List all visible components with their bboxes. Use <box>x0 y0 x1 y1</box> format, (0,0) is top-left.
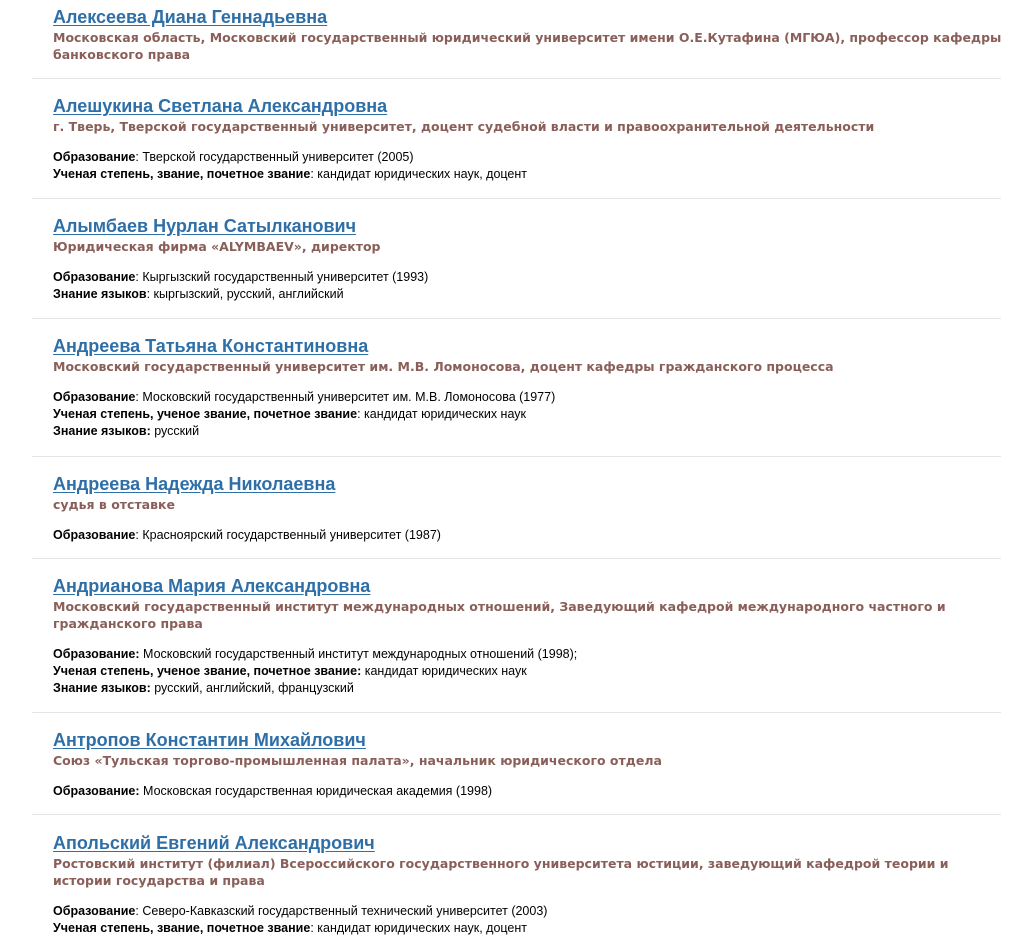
person-details <box>53 269 993 303</box>
detail-row <box>53 783 993 800</box>
person-entry <box>32 456 1001 559</box>
person-entry <box>32 814 1001 945</box>
person-details <box>53 646 993 697</box>
detail-label: Образование <box>53 390 136 404</box>
detail-row <box>53 389 993 406</box>
person-details <box>53 389 993 440</box>
person-name-link[interactable]: Андреева Татьяна Константиновна <box>53 336 369 356</box>
person-affiliation: Юридическая фирма «ALYMBAEV», директор <box>53 239 381 254</box>
person-entry <box>32 78 1001 199</box>
detail-separator: : <box>146 287 154 301</box>
person-affiliation: Московский государственный институт международных отношений, Заведующий кафедрой международного частного и гражданского права <box>53 599 946 631</box>
person-affiliation: Ростовский институт (филиал) Всероссийского государственного университета юстиции, заведующий кафедрой теории и истории государства и права <box>53 856 949 888</box>
detail-label: Знание языков: <box>53 681 151 695</box>
detail-value: кандидат юридических наук, доцент <box>317 921 528 935</box>
detail-row <box>53 903 993 920</box>
detail-value: Московский государственный институт международных отношений (1998); <box>143 647 578 661</box>
detail-value: Московская государственная юридическая академия (1998) <box>143 784 493 798</box>
detail-label: Ученая степень, ученое звание, почетное звание: <box>53 664 362 678</box>
person-entry <box>32 318 1001 457</box>
detail-row <box>53 269 993 286</box>
person-entry <box>32 0 1001 79</box>
detail-label: Ученая степень, звание, почетное звание <box>53 921 311 935</box>
person-name-link[interactable]: Андреева Надежда Николаевна <box>53 474 336 494</box>
person-affiliation: Союз «Тульская торгово-промышленная палата», начальник юридического отдела <box>53 753 662 768</box>
detail-row <box>53 406 993 423</box>
detail-value: кандидат юридических наук <box>364 407 526 421</box>
person-details <box>53 783 993 800</box>
person-details <box>53 149 993 183</box>
person-name-link[interactable]: Антропов Константин Михайлович <box>53 730 366 750</box>
person-name-link[interactable]: Алешукина Светлана Александровна <box>53 96 388 116</box>
detail-separator: : <box>135 904 143 918</box>
detail-row <box>53 527 993 544</box>
detail-separator: : <box>135 150 143 164</box>
detail-value: кандидат юридических наук, доцент <box>317 167 528 181</box>
detail-value: кыргызский, русский, английский <box>153 287 344 301</box>
detail-row <box>53 149 993 166</box>
person-details <box>53 527 993 544</box>
detail-label: Ученая степень, звание, почетное звание <box>53 167 311 181</box>
person-entry <box>32 198 1001 319</box>
detail-separator: : <box>310 921 318 935</box>
detail-value: Красноярский государственный университет (1987) <box>142 528 441 542</box>
detail-row <box>53 286 993 303</box>
detail-value: кандидат юридических наук <box>364 664 527 678</box>
person-affiliation: судья в отставке <box>53 497 175 512</box>
detail-value: русский <box>154 424 200 438</box>
person-details <box>53 903 993 937</box>
person-affiliation: Московский государственный университет им. М.В. Ломоносова, доцент кафедры гражданского процесса <box>53 359 834 374</box>
detail-value: Московский государственный университет им. М.В. Ломоносова (1977) <box>142 390 556 404</box>
person-name-link[interactable]: Алымбаев Нурлан Сатылканович <box>53 216 357 236</box>
detail-separator: : <box>135 390 143 404</box>
detail-row <box>53 646 993 663</box>
detail-value: Тверской государственный университет (2005) <box>142 150 414 164</box>
person-affiliation: г. Тверь, Тверской государственный университет, доцент судебной власти и правоохранительной деятельности <box>53 119 875 134</box>
detail-value: Северо-Кавказский государственный технический университет (2003) <box>142 904 548 918</box>
detail-label: Образование: <box>53 784 140 798</box>
person-entry <box>32 558 1001 713</box>
detail-label: Образование <box>53 270 136 284</box>
detail-separator: : <box>357 407 365 421</box>
person-name-link[interactable]: Апольский Евгений Александрович <box>53 833 375 853</box>
detail-label: Образование <box>53 904 136 918</box>
person-entry <box>32 712 1001 815</box>
detail-separator: : <box>310 167 318 181</box>
detail-row <box>53 920 993 937</box>
person-name-link[interactable]: Андрианова Мария Александровна <box>53 576 371 596</box>
person-name-link[interactable]: Алексеева Диана Геннадьевна <box>53 7 328 27</box>
detail-label: Знание языков: <box>53 424 151 438</box>
detail-label: Образование <box>53 528 136 542</box>
detail-label: Ученая степень, ученое звание, почетное звание <box>53 407 358 421</box>
person-affiliation: Московская область, Московский государственный юридический университет имени О.Е.Кутафина (МГЮА), профессор кафедры банковского права <box>53 30 1002 62</box>
detail-row <box>53 166 993 183</box>
detail-separator: : <box>135 270 143 284</box>
detail-row <box>53 423 993 440</box>
detail-value: русский, английский, французский <box>154 681 354 695</box>
detail-separator: : <box>135 528 143 542</box>
detail-value: Кыргызский государственный университет (1993) <box>142 270 429 284</box>
detail-row <box>53 663 993 680</box>
detail-label: Знание языков <box>53 287 147 301</box>
detail-label: Образование: <box>53 647 140 661</box>
detail-row <box>53 680 993 697</box>
detail-label: Образование <box>53 150 136 164</box>
